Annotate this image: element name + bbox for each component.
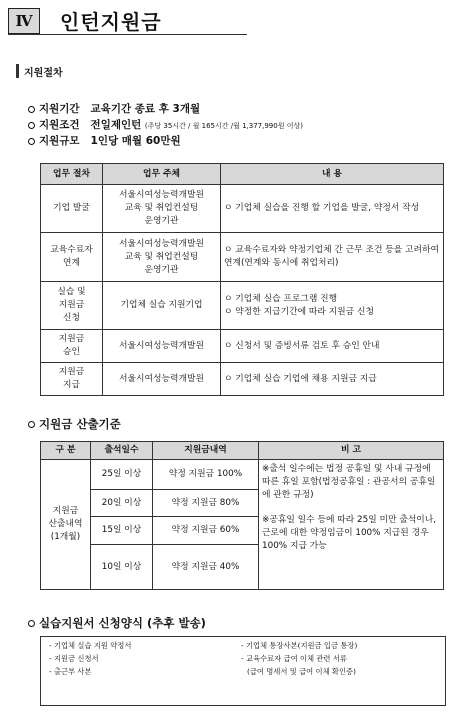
calc-table [40,441,444,590]
page-title: 인턴지원금 [60,10,162,34]
ring-bullet-icon [28,620,35,627]
form-item: (급여 명세서 및 급여 이체 확인증) [247,667,356,676]
table-row: 지원금 산출내역 (1개월) 25일 이상 약정 지원금 100% ※출석 일수에는 법정 공휴일 및 사내 규정에 따른 휴일 포함(법정공휴일 : 관공서의 공휴일에 관한 규정) ※공휴일 일수 등에 따라 25일 미만 출석이나, 근로에 대한 약정임금이 100% 지급된 경우 100% 지급 가능 [41,460,444,490]
forms-section-title: 실습지원서 신청양식 (추후 발송) [28,615,206,631]
header-category: 구 분 [41,442,91,460]
table-row: 실습 및 지원금 신청 기업체 실습 지원기업 ㅇ 기업체 실습 프로그램 진행 ㅇ 약정한 지급기간에 따라 지원금 신청 [41,282,444,330]
form-item: - 지원금 신청서 [49,654,99,663]
header-content: 내 용 [221,164,444,185]
table-row: 지원금 지급 서울시여성능력개발원 ㅇ 기업체 실습 기업에 채용 지원금 지급 [41,363,444,396]
header-amount: 지원금내역 [153,442,259,460]
form-item: - 기업체 통장사본(지원금 입금 통장) [241,641,358,650]
table-row: 10일 이상 약정 지원금 40% [41,545,444,590]
chapter-number: Ⅳ [8,8,40,34]
ring-bullet-icon [28,138,35,145]
table-row: 교육수료자 연계 서울시여성능력개발원 교육 및 취업컨설팅 운영기관 ㅇ 교육수료자와 약정기업체 간 근무 조건 등을 고려하여 연계(연계와 동시에 취업처리) [41,233,444,282]
section-marker [16,64,19,78]
title-divider [8,34,247,35]
header-days: 출석일수 [91,442,153,460]
notes-cell: ※출석 일수에는 법정 공휴일 및 사내 규정에 따른 휴일 포함(법정공휴일 : 관공서의 공휴일에 관한 규정) ※공휴일 일수 등에 따라 25일 미만 출석이나, 근로에 대한 약정임금이 100% 지급된 경우 100% 지급 가능 [259,460,444,590]
header-owner: 업무 주체 [103,164,221,185]
section-title: 지원절차 [24,68,63,79]
ring-bullet-icon [28,106,35,113]
form-item: - 기업체 실습 지원 약정서 [49,641,132,650]
table-row: 기업 발굴 서울시여성능력개발원 교육 및 취업컨설팅 운영기관 ㅇ 기업체 실습을 진행 할 기업을 발굴, 약정서 작성 [41,185,444,233]
ring-bullet-icon [28,421,35,428]
process-table [40,163,444,396]
ring-bullet-icon [28,122,35,129]
header-notes: 비 고 [259,442,444,460]
form-item: - 출근부 사본 [49,667,92,676]
table-row: 20일 이상 약정 지원금 80% [41,490,444,517]
table-row: 15일 이상 약정 지원금 60% [41,517,444,545]
form-item: - 교육수료자 급여 이체 관련 서류 [241,654,347,663]
table-row: 지원금 승인 서울시여성능력개발원 ㅇ 신청서 및 증빙서류 검토 후 승인 안내 [41,330,444,363]
summary-condition: 지원조건 전일제인턴 (주당 35시간 / 월 165시간 /월 1,377,990원 이상) [28,117,303,132]
summary-scale: 지원규모 1인당 매월 60만원 [28,133,181,148]
summary-period: 지원기간 교육기간 종료 후 3개월 [28,101,200,116]
calc-section-title: 지원금 산출기준 [28,416,121,432]
row-label: 지원금 산출내역 (1개월) [41,460,91,590]
forms-box [40,636,446,706]
header-step: 업무 절차 [41,164,103,185]
